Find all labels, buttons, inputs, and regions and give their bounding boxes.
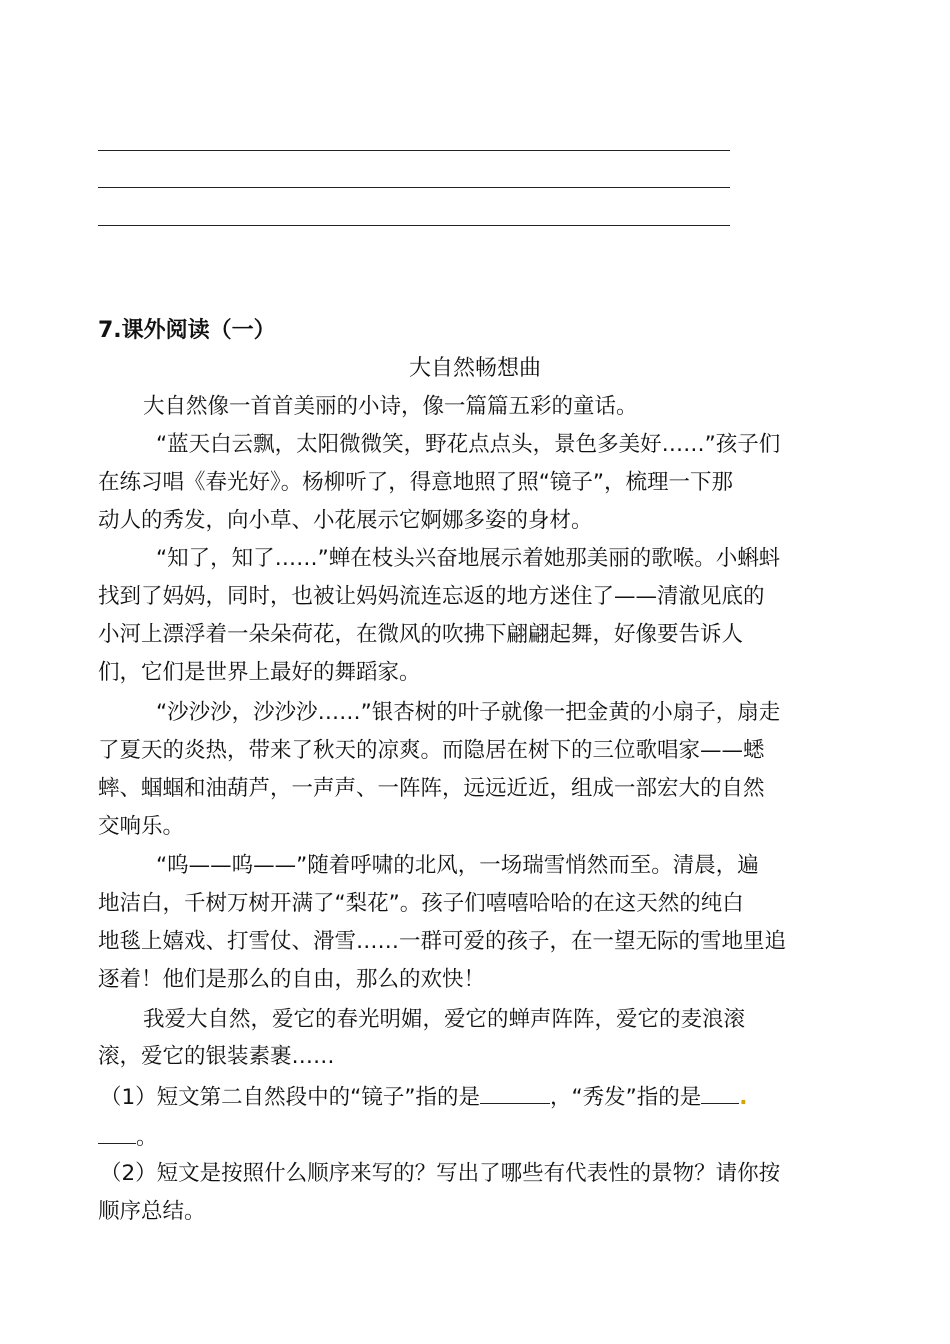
answer-blank-mirror[interactable] — [480, 1081, 550, 1104]
answer-line-3[interactable] — [98, 225, 730, 226]
paragraph-line: 找到了妈妈，同时，也被让妈妈流连忘返的地方迷住了——清澈见底的 — [98, 584, 765, 609]
question-2-line-2: 顺序总结。 — [98, 1199, 206, 1224]
paragraph-line: 蟀、蝈蝈和油葫芦，一声声、一阵阵，远远近近，组成一部宏大的自然 — [98, 776, 765, 801]
paragraph-line: 们，它们是世界上最好的舞蹈家。 — [98, 660, 421, 685]
answer-line-2[interactable] — [98, 187, 730, 188]
answer-blank-hair[interactable] — [701, 1081, 739, 1104]
paragraph-line: “呜——呜——”随着呼啸的北风，一场瑞雪悄然而至。清晨，遍 — [156, 853, 759, 878]
paragraph-line: “沙沙沙，沙沙沙……”银杏树的叶子就像一把金黄的小扇子，扇走 — [156, 700, 781, 725]
question-1-end: 。 — [136, 1125, 158, 1150]
article-title: 大自然畅想曲 — [408, 356, 541, 381]
paragraph-line: 地洁白，千树万树开满了“梨花”。孩子们嘻嘻哈哈的在这天然的纯白 — [98, 891, 744, 916]
question-1-continuation — [98, 1121, 158, 1153]
paragraph-line: 我爱大自然，爱它的春光明媚，爱它的蝉声阵阵，爱它的麦浪滚 — [143, 1007, 746, 1032]
paragraph-line: 在练习唱《春光好》。杨柳听了，得意地照了照“镜子”，梳理一下那 — [98, 470, 734, 495]
paragraph-line: 动人的秀发，向小草、小花展示它婀娜多姿的身材。 — [98, 508, 593, 533]
paragraph-line: 交响乐。 — [98, 814, 185, 839]
answer-line-1[interactable] — [98, 150, 730, 151]
paragraph-line: 滚，爱它的银装素裹…… — [98, 1044, 335, 1069]
paragraph-line: 小河上漂浮着一朵朵荷花，在微风的吹拂下翩翩起舞，好像要告诉人 — [98, 622, 744, 647]
paragraph-line: 逐着！他们是那么的自由，那么的欢快！ — [98, 967, 486, 992]
question-1 — [100, 1081, 747, 1113]
decorative-dot: . — [739, 1085, 748, 1110]
paragraph-line: 了夏天的炎热，带来了秋天的凉爽。而隐居在树下的三位歌唱家——蟋 — [98, 738, 765, 763]
question-1-text-b: ，“秀发”指的是 — [549, 1085, 702, 1110]
paragraph-line: “知了，知了……”蝉在枝头兴奋地展示着她那美丽的歌喉。小蝌蚪 — [156, 546, 781, 571]
question-2-line-1: （2）短文是按照什么顺序来写的？写出了哪些有代表性的景物？请你按 — [100, 1161, 781, 1186]
paragraph-line: 地毯上嬉戏、打雪仗、滑雪……一群可爱的孩子，在一望无际的雪地里追 — [98, 929, 787, 954]
answer-blank-hair-cont[interactable] — [98, 1121, 136, 1144]
paragraph-line: “蓝天白云飘，太阳微微笑，野花点点头，景色多美好……”孩子们 — [156, 432, 781, 457]
question-1-text-a: （1）短文第二自然段中的“镜子”指的是 — [100, 1085, 480, 1110]
section-title: 7.课外阅读（一） — [98, 318, 276, 343]
paragraph-line: 大自然像一首首美丽的小诗，像一篇篇五彩的童话。 — [143, 394, 638, 419]
